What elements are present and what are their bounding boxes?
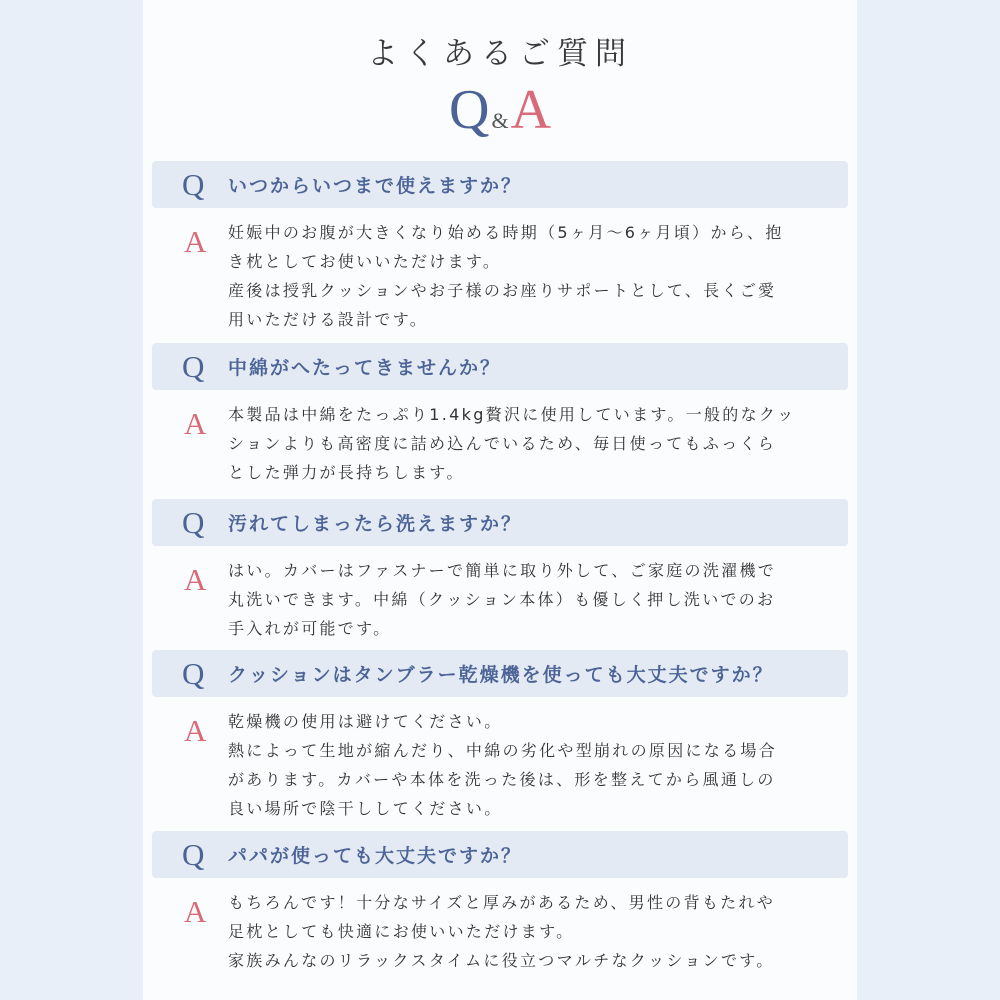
answer-line: 家族みんなのリラックスタイムに役立つマルチなクッションです。 (228, 951, 775, 970)
answer-line: はい。カバーはファスナーで簡単に取り外して、ご家庭の洗濯機で (228, 561, 777, 580)
answer-line: 足枕としても快適にお使いいただけます。 (228, 922, 575, 941)
question-bar (152, 650, 848, 697)
answer-line: ションよりも高密度に詰め込んでいるため、毎日使ってもふっくら (228, 434, 777, 453)
answer-line: き枕としてお使いいただけます。 (228, 252, 502, 271)
answer-text (228, 707, 828, 823)
answer-line: 良い場所で陰干ししてください。 (228, 799, 503, 818)
answer-line: 熱によって生地が縮んだり、中綿の劣化や型崩れの原因になる場合 (228, 741, 778, 760)
answer-text (228, 556, 828, 643)
answer-line: 用いただける設計です。 (228, 310, 429, 329)
answer-text (228, 888, 828, 975)
answer-line: 本製品は中綿をたっぷり1.4kg贅沢に使用しています。一般的なクッ (228, 405, 796, 424)
qa-logo (0, 78, 1000, 142)
question-text: パパが使っても大丈夫ですか？ (228, 845, 523, 867)
answer-text (228, 400, 828, 487)
question-mark: Q (182, 166, 205, 202)
question-text: クッションはタンブラー乾燥機を使っても大丈夫ですか？ (228, 664, 774, 686)
answer (152, 707, 848, 823)
logo-ampersand: & (491, 108, 509, 133)
question-mark: Q (182, 504, 205, 540)
faq-item (152, 831, 848, 975)
answer-mark: A (184, 406, 207, 441)
answer-mark: A (184, 894, 207, 929)
answer (152, 400, 848, 487)
page-title: よくあるご質問 (367, 36, 633, 72)
question-bar (152, 831, 848, 878)
faq-item (152, 499, 848, 643)
question-bar (152, 343, 848, 390)
answer-line: 手入れが可能です。 (228, 619, 392, 638)
answer-line: もちろんです！十分なサイズと厚みがあるため、男性の背もたれや (228, 893, 776, 912)
answer-mark: A (184, 562, 207, 597)
question-bar (152, 161, 848, 208)
answer-line: 乾燥機の使用は避けてください。 (228, 712, 503, 731)
faq-item (152, 161, 848, 334)
answer (152, 556, 848, 643)
question-bar (152, 499, 848, 546)
question-mark: Q (182, 655, 205, 691)
answer (152, 218, 848, 334)
logo-q: Q (448, 79, 490, 141)
answer-line: 妊娠中のお腹が大きくなり始める時期（5ヶ月～6ヶ月頃）から、抱 (228, 223, 784, 242)
question-mark: Q (182, 348, 205, 384)
faq-item (152, 650, 848, 823)
answer-mark: A (184, 713, 207, 748)
answer-text (228, 218, 828, 334)
answer (152, 888, 848, 975)
faq-item (152, 343, 848, 487)
question-text: 中綿がへたってきませんか？ (228, 357, 502, 379)
answer-line: 丸洗いできます。中綿（クッション本体）も優しく押し洗いでのお (228, 590, 776, 609)
question-text: いつからいつまで使えますか？ (228, 175, 523, 197)
question-text: 汚れてしまったら洗えますか？ (228, 513, 523, 535)
answer-mark: A (184, 224, 207, 259)
answer-line: があります。カバーや本体を洗った後は、形を整えてから風通しの (228, 770, 776, 789)
answer-line: 産後は授乳クッションやお子様のお座りサポートとして、長くご愛 (228, 281, 777, 300)
question-mark: Q (182, 836, 205, 872)
answer-line: とした弾力が長持ちします。 (228, 463, 465, 482)
logo-a: A (510, 79, 552, 141)
